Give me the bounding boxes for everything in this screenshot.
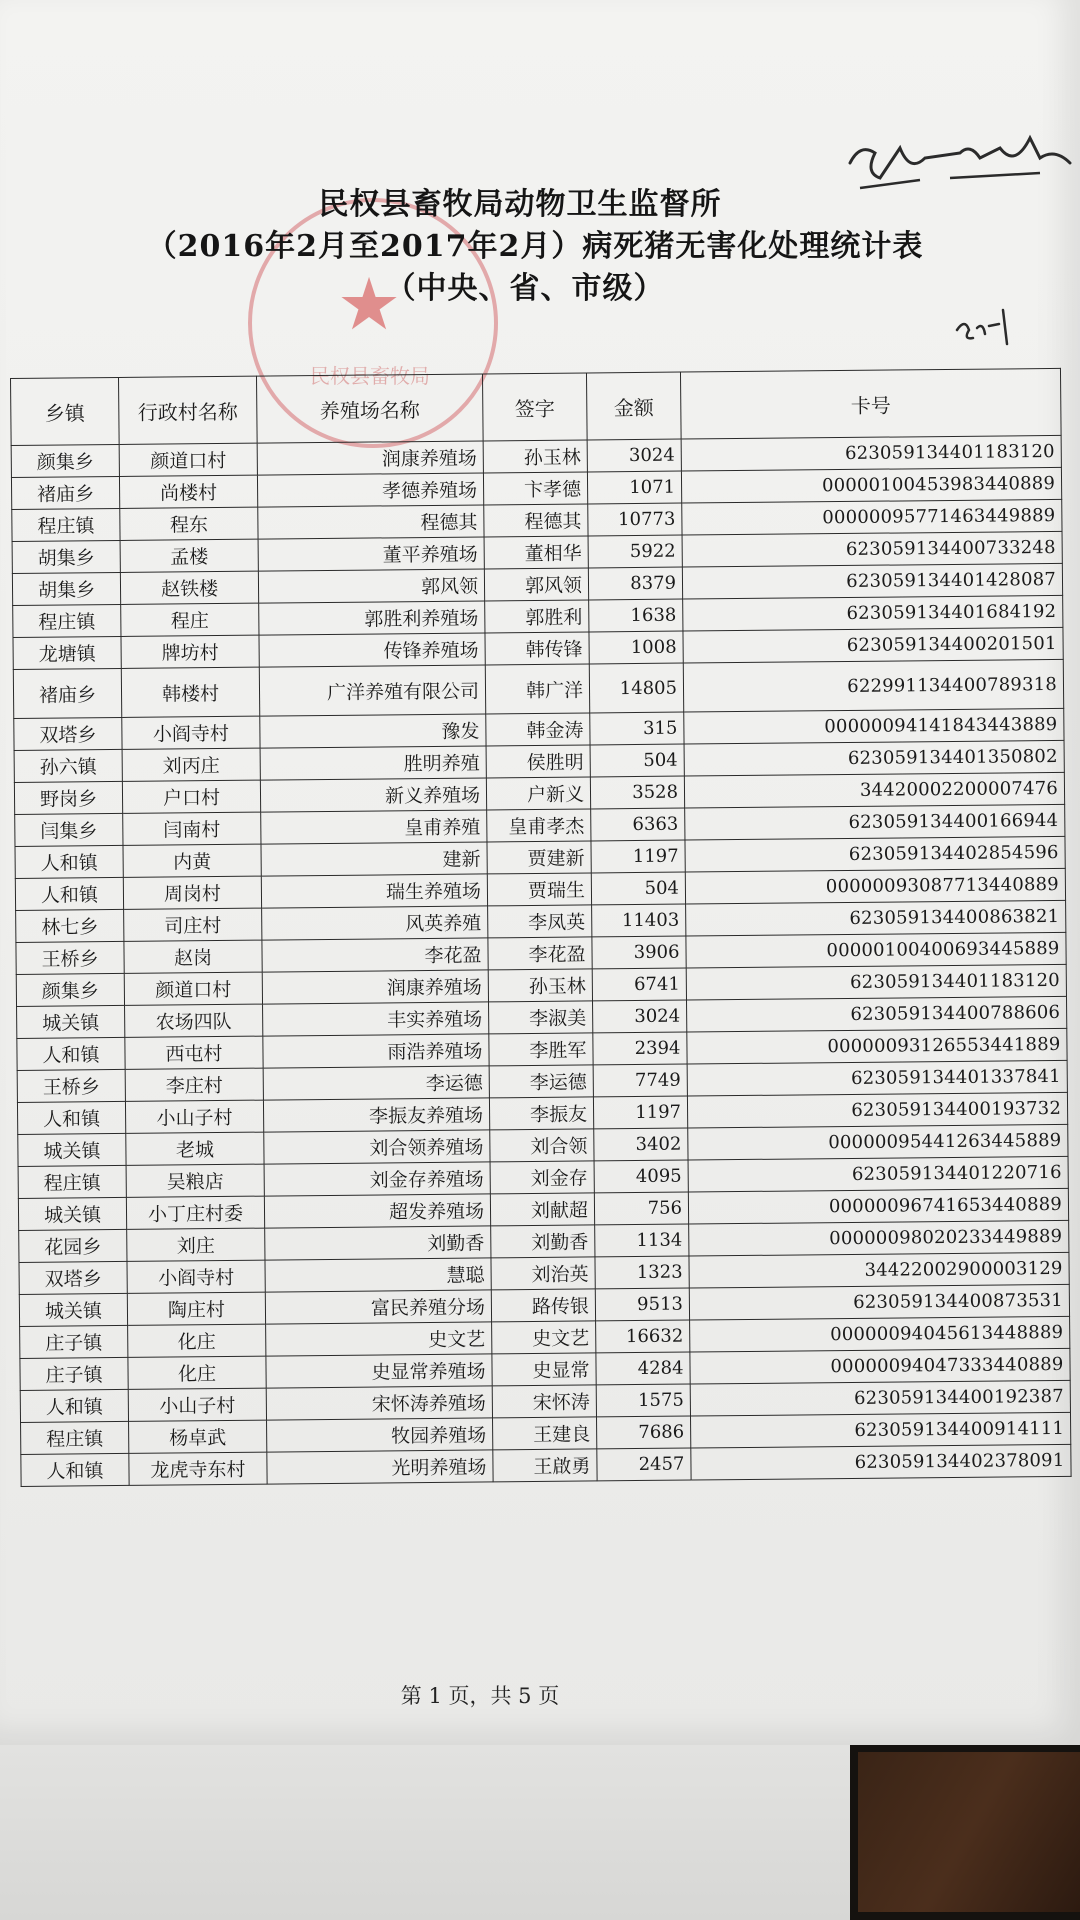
cell-amount: 1575 <box>596 1384 690 1417</box>
cell-card: 00000094141843443889 <box>684 708 1064 744</box>
cell-town: 龙塘镇 <box>13 636 121 669</box>
cell-card: 623059134400733248 <box>682 531 1062 567</box>
cell-sign: 王啟勇 <box>493 1449 597 1482</box>
cell-town: 人和镇 <box>17 1101 125 1134</box>
cell-card: 00000094047333440889 <box>690 1348 1070 1384</box>
header-amount: 金额 <box>586 372 681 440</box>
header-farm: 养殖场名称 <box>256 374 483 443</box>
cell-farm: 富民养殖分场 <box>265 1290 491 1324</box>
cell-sign: 李运德 <box>489 1065 593 1098</box>
cell-farm: 宋怀涛养殖场 <box>266 1386 492 1420</box>
cell-town: 人和镇 <box>15 877 123 910</box>
cell-amount: 2394 <box>593 1032 687 1065</box>
cell-town: 胡集乡 <box>12 572 120 605</box>
cell-card: 623059134400201501 <box>683 627 1063 663</box>
cell-amount: 6741 <box>592 968 686 1001</box>
cell-amount: 3402 <box>594 1128 688 1161</box>
paper-underneath <box>0 1745 850 1920</box>
cell-farm: 李振友养殖场 <box>263 1098 489 1132</box>
cell-village: 孟楼 <box>120 539 258 572</box>
cell-village: 陶庄村 <box>127 1292 265 1325</box>
cell-farm: 皇甫养殖 <box>261 810 487 844</box>
cell-farm: 刘金存养殖场 <box>264 1162 490 1196</box>
cell-card: 3442000220000​7476 <box>684 772 1064 808</box>
cell-farm: 新义养殖场 <box>260 778 486 812</box>
cell-village: 刘丙庄 <box>122 748 260 781</box>
cell-sign: 程德其 <box>484 504 588 537</box>
cell-sign: 刘合领 <box>490 1129 594 1162</box>
cell-town: 程庄镇 <box>18 1165 126 1198</box>
cell-town: 花园乡 <box>19 1229 127 1262</box>
cell-amount: 1638 <box>589 599 683 632</box>
cell-card: 00000093126553441889 <box>687 1028 1067 1064</box>
cell-farm: 风英养殖 <box>262 906 488 940</box>
cell-sign: 郭风领 <box>484 568 588 601</box>
cell-sign: 史文艺 <box>492 1321 596 1354</box>
cell-card: 623059134401428087 <box>682 563 1062 599</box>
cell-town: 城关镇 <box>17 1005 125 1038</box>
cell-farm: 豫发 <box>260 714 486 748</box>
cell-town: 王桥乡 <box>16 941 124 974</box>
cell-sign: 刘献超 <box>490 1193 594 1226</box>
page-number: 第 1 页，共 5 页 <box>400 1684 560 1708</box>
cell-farm: 慧聪 <box>265 1258 491 1292</box>
cell-town: 闫集乡 <box>15 813 123 846</box>
cell-card: 00000098020233449889 <box>689 1220 1069 1256</box>
title-line-2: （2016年2月至2017年2月）病死猪无害化处理统计表 <box>146 229 924 264</box>
cell-sign: 侯胜明 <box>486 745 590 778</box>
cell-village: 小丁庄村委 <box>126 1196 264 1229</box>
cell-village: 颜道口村 <box>119 443 257 476</box>
cell-village: 韩楼村 <box>121 667 259 717</box>
cell-amount: 7749 <box>593 1064 687 1097</box>
cell-village: 内黄 <box>123 844 261 877</box>
cell-card: 00000094045613448889 <box>690 1316 1070 1352</box>
cell-town: 孙六镇 <box>14 749 122 782</box>
cell-farm: 郭胜利养殖场 <box>259 601 485 635</box>
cell-card: 622991134400789318 <box>683 659 1063 712</box>
cell-village: 农场四队 <box>125 1004 263 1037</box>
cell-sign: 贾瑞生 <box>487 873 591 906</box>
cell-village: 尚楼村 <box>119 475 257 508</box>
cell-amount: 11403 <box>592 904 686 937</box>
cell-village: 化庄 <box>128 1324 266 1357</box>
cell-card: 0000010045398344​0889 <box>681 467 1061 503</box>
cell-card: 3442200290000​3129 <box>689 1252 1069 1288</box>
cell-farm: 雨浩养殖场 <box>263 1034 489 1068</box>
cell-amount: 14805 <box>589 663 683 713</box>
cell-sign: 韩金涛 <box>486 713 590 746</box>
cell-sign: 孙玉林 <box>488 969 592 1002</box>
cell-farm: 刘勤香 <box>265 1226 491 1260</box>
cell-sign: 宋怀涛 <box>492 1385 596 1418</box>
cell-town: 城关镇 <box>18 1133 126 1166</box>
cell-amount: 504 <box>591 872 685 905</box>
cell-village: 牌坊村 <box>121 635 259 668</box>
cell-amount: 10773 <box>588 503 682 536</box>
cell-amount: 1134 <box>595 1224 689 1257</box>
cell-card: 623059134400166944 <box>685 804 1065 840</box>
header-card: 卡号 <box>680 368 1061 439</box>
cell-card: 623059134401183120 <box>686 964 1066 1000</box>
cell-town: 程庄镇 <box>13 604 121 637</box>
cell-farm: 李花盈 <box>262 938 488 972</box>
cell-farm: 润康养殖场 <box>257 441 483 475</box>
cell-amount: 16632 <box>596 1320 690 1353</box>
cell-village: 小阎寺村 <box>127 1260 265 1293</box>
cell-village: 颜道口村 <box>124 972 262 1005</box>
cell-sign: 李淑美 <box>489 1001 593 1034</box>
cell-town: 王桥乡 <box>17 1069 125 1102</box>
cell-village: 西屯村 <box>125 1036 263 1069</box>
cell-sign: 史显常 <box>492 1353 596 1386</box>
cell-farm: 程德其 <box>258 505 484 539</box>
cell-village: 老城 <box>126 1132 264 1165</box>
cell-farm: 史显常养殖场 <box>266 1354 492 1388</box>
cell-town: 人和镇 <box>17 1037 125 1070</box>
cell-village: 刘庄 <box>127 1228 265 1261</box>
cell-town: 双塔乡 <box>19 1261 127 1294</box>
cell-card: 623059134401684192 <box>683 595 1063 631</box>
cell-sign: 李胜军 <box>489 1033 593 1066</box>
title-line-3: （中央、省、市级） <box>385 271 665 306</box>
cell-card: 00000096741653440889 <box>688 1188 1068 1224</box>
seal-star-icon: ★ <box>336 262 402 346</box>
cell-town: 庄子镇 <box>20 1325 128 1358</box>
cell-sign: 董相华 <box>484 536 588 569</box>
cell-amount: 2457 <box>597 1448 691 1481</box>
cell-amount: 1008 <box>589 631 683 664</box>
cell-amount: 4284 <box>596 1352 690 1385</box>
cell-sign: 路传银 <box>491 1289 595 1322</box>
cell-town: 庄子镇 <box>20 1357 128 1390</box>
cell-amount: 3906 <box>592 936 686 969</box>
cell-amount: 1071 <box>587 471 681 504</box>
cell-town: 颜集乡 <box>11 444 119 477</box>
cell-card: 623059134402378091 <box>691 1444 1071 1480</box>
cell-amount: 1197 <box>591 840 685 873</box>
cell-village: 李庄村 <box>125 1068 263 1101</box>
cell-sign: 孙玉林 <box>483 440 587 473</box>
cell-village: 赵岗 <box>124 940 262 973</box>
cell-town: 颜集乡 <box>16 973 124 1006</box>
cell-card: 623059134401220716 <box>688 1156 1068 1192</box>
table-header-row <box>11 368 1062 445</box>
cell-farm: 建新 <box>261 842 487 876</box>
cell-card: 623059134400192387 <box>690 1380 1070 1416</box>
cell-village: 化庄 <box>128 1356 266 1389</box>
cell-amount: 4095 <box>594 1160 688 1193</box>
cell-farm: 润康养殖场 <box>262 970 488 1004</box>
cell-farm: 牧园养殖场 <box>267 1418 493 1452</box>
cell-card: 623059134400788606 <box>687 996 1067 1032</box>
cell-card: 623059134400193732 <box>687 1092 1067 1128</box>
cell-village: 闫南村 <box>123 812 261 845</box>
cell-farm: 董平养殖场 <box>258 537 484 571</box>
cell-village: 司庄村 <box>124 908 262 941</box>
cell-sign: 贾建新 <box>487 841 591 874</box>
document-title <box>0 184 1080 310</box>
cell-card: 623059134401350802 <box>684 740 1064 776</box>
cell-card: 623059134401337841 <box>687 1060 1067 1096</box>
cell-town: 双塔乡 <box>14 717 122 750</box>
cell-town: 程庄镇 <box>12 508 120 541</box>
cell-village: 周岗村 <box>123 876 261 909</box>
cell-sign: 王建良 <box>493 1417 597 1450</box>
cell-card: 00000095441263445889 <box>688 1124 1068 1160</box>
cell-sign: 韩广洋 <box>485 664 589 714</box>
cell-farm: 胜明养殖 <box>260 746 486 780</box>
cell-farm: 广洋养殖有限公司 <box>259 665 485 716</box>
cell-amount: 1197 <box>593 1096 687 1129</box>
cell-village: 程东 <box>120 507 258 540</box>
cell-town: 城关镇 <box>18 1197 126 1230</box>
cell-town: 人和镇 <box>21 1453 129 1486</box>
header-town: 乡镇 <box>11 377 120 445</box>
cell-amount: 3528 <box>590 776 684 809</box>
cell-farm: 传锋养殖场 <box>259 633 485 667</box>
statistics-table <box>10 368 1072 1487</box>
cell-farm: 丰实养殖场 <box>263 1002 489 1036</box>
cell-amount: 756 <box>594 1192 688 1225</box>
cell-amount: 1323 <box>595 1256 689 1289</box>
cell-card: 00000100400693445889 <box>686 932 1066 968</box>
cell-amount: 3024 <box>587 439 681 472</box>
statistics-table-wrapper <box>10 368 1071 1487</box>
header-sign: 签字 <box>482 373 587 441</box>
cell-amount: 504 <box>590 744 684 777</box>
cell-amount: 315 <box>590 712 684 745</box>
cell-card: 00000095771463449889 <box>682 499 1062 535</box>
cell-amount: 6363 <box>591 808 685 841</box>
cell-farm: 瑞生养殖场 <box>261 874 487 908</box>
cell-card: 623059134400873531 <box>689 1284 1069 1320</box>
cell-card: 623059134400914111 <box>690 1412 1070 1448</box>
cell-village: 龙虎寺东村 <box>129 1452 267 1485</box>
cell-sign: 李凤英 <box>488 905 592 938</box>
cell-town: 城关镇 <box>19 1293 127 1326</box>
cell-town: 胡集乡 <box>12 540 120 573</box>
cell-town: 人和镇 <box>20 1389 128 1422</box>
cell-amount: 9513 <box>595 1288 689 1321</box>
cell-town: 人和镇 <box>15 845 123 878</box>
cell-farm: 郭风领 <box>258 569 484 603</box>
cell-amount: 7686 <box>596 1416 690 1449</box>
cell-town: 褚庙乡 <box>11 476 119 509</box>
cell-farm: 光明养殖场 <box>267 1450 493 1484</box>
seal-text: 民权县畜牧局 <box>310 364 430 388</box>
cell-farm: 刘合领养殖场 <box>264 1130 490 1164</box>
cell-farm: 李运德 <box>263 1066 489 1100</box>
cell-town: 林七乡 <box>16 909 124 942</box>
cell-village: 赵铁楼 <box>120 571 258 604</box>
cell-village: 小阎寺村 <box>122 716 260 749</box>
cell-town: 褚庙乡 <box>13 668 121 718</box>
table-body <box>11 435 1071 1486</box>
cell-sign: 户新义 <box>486 777 590 810</box>
cell-sign: 刘治英 <box>491 1257 595 1290</box>
cell-village: 程庄 <box>121 603 259 636</box>
cell-sign: 刘勤香 <box>491 1225 595 1258</box>
cell-sign: 李花盈 <box>488 937 592 970</box>
cell-amount: 5922 <box>588 535 682 568</box>
cell-card: 623059134401183120 <box>681 435 1061 471</box>
cell-sign: 郭胜利 <box>485 600 589 633</box>
cell-farm: 孝德养殖场 <box>257 473 483 507</box>
cell-sign: 韩传锋 <box>485 632 589 665</box>
header-village: 行政村名称 <box>118 376 257 444</box>
cell-village: 小山子村 <box>125 1100 263 1133</box>
cell-village: 吴粮店 <box>126 1164 264 1197</box>
cell-card: 00000093087713440889 <box>685 868 1065 904</box>
cell-village: 户口村 <box>122 780 260 813</box>
cell-town: 野岗乡 <box>14 781 122 814</box>
cell-card: 623059134400863821 <box>686 900 1066 936</box>
cell-town: 程庄镇 <box>21 1421 129 1454</box>
cell-sign: 皇甫孝杰 <box>487 809 591 842</box>
cell-card: 623059134402854596 <box>685 836 1065 872</box>
wooden-surface <box>858 1752 1080 1912</box>
cell-sign: 李振友 <box>489 1097 593 1130</box>
cell-farm: 超发养殖场 <box>264 1194 490 1228</box>
cell-farm: 史文艺 <box>266 1322 492 1356</box>
cell-amount: 8379 <box>588 567 682 600</box>
cell-amount: 3024 <box>593 1000 687 1033</box>
title-line-1: 民权县畜牧局动物卫生监督所 <box>318 187 722 222</box>
cell-sign: 卞孝德 <box>483 472 587 505</box>
cell-village: 杨卓武 <box>129 1420 267 1453</box>
cell-sign: 刘金存 <box>490 1161 594 1194</box>
cell-village: 小山子村 <box>128 1388 266 1421</box>
